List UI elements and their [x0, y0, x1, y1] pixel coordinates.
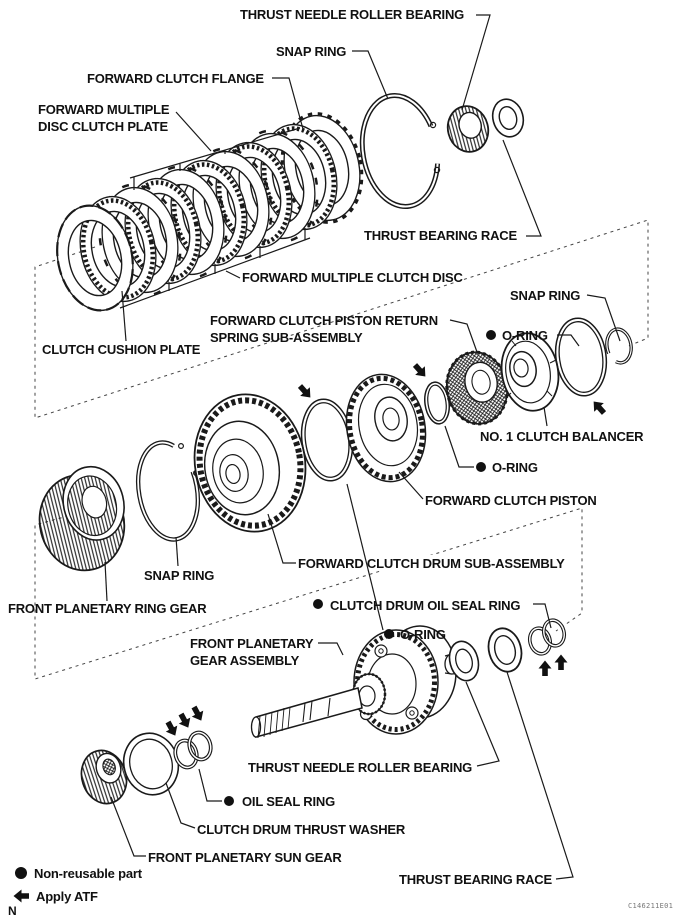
- label-forward-multiple-disc-plate-1: FORWARD MULTIPLE: [38, 102, 170, 117]
- o-ring-top-drawing: [551, 315, 611, 399]
- legend-non-reusable-label: Non-reusable part: [34, 866, 142, 881]
- label-thrust-bearing-race-bottom: THRUST BEARING RACE: [399, 872, 552, 887]
- label-forward-clutch-piston: FORWARD CLUTCH PISTON: [425, 493, 597, 508]
- apply-atf-arrow-icon: [410, 361, 430, 381]
- label-oil-seal-ring: OIL SEAL RING: [242, 794, 335, 809]
- apply-atf-arrow-icon: [295, 382, 315, 402]
- label-snap-ring-top: SNAP RING: [276, 44, 347, 59]
- label-front-planetary-sun-gear: FRONT PLANETARY SUN GEAR: [148, 850, 342, 865]
- label-snap-ring-upper-right: SNAP RING: [510, 288, 581, 303]
- label-forward-multiple-clutch-disc: FORWARD MULTIPLE CLUTCH DISC: [242, 270, 463, 285]
- non-reusable-dot-icon: [224, 796, 234, 806]
- apply-atf-arrow-icon: [188, 704, 207, 724]
- label-piston-return-2: SPRING SUB-ASSEMBLY: [210, 330, 363, 345]
- label-no1-clutch-balancer: NO. 1 CLUTCH BALANCER: [480, 429, 644, 444]
- label-forward-clutch-drum: FORWARD CLUTCH DRUM SUB-ASSEMBLY: [298, 556, 565, 571]
- snap-ring-top-drawing: [354, 89, 446, 212]
- clutch-drum-oil-seal-rings-drawing: [527, 618, 567, 656]
- forward-clutch-piston-drawing: [338, 368, 434, 488]
- label-clutch-drum-thrust-washer: CLUTCH DRUM THRUST WASHER: [197, 822, 406, 837]
- label-thrust-bearing-race-top: THRUST BEARING RACE: [364, 228, 517, 243]
- oil-seal-rings-drawing: [172, 730, 213, 770]
- label-forward-clutch-flange: FORWARD CLUTCH FLANGE: [87, 71, 264, 86]
- thrust-needle-roller-bearing-top-drawing: [443, 102, 494, 157]
- label-front-planetary-gear-1: FRONT PLANETARY: [190, 636, 314, 651]
- label-thrust-needle-roller-bearing-bottom: THRUST NEEDLE ROLLER BEARING: [248, 760, 473, 775]
- legend: [8, 866, 673, 918]
- non-reusable-dot-icon: [476, 462, 486, 472]
- label-snap-ring-left: SNAP RING: [144, 568, 215, 583]
- label-piston-return-1: FORWARD CLUTCH PISTON RETURN: [210, 313, 438, 328]
- apply-atf-arrow-icon: [539, 661, 552, 677]
- non-reusable-dot-icon: [384, 629, 394, 639]
- non-reusable-dot-icon: [15, 867, 27, 879]
- label-thrust-needle-roller-bearing-top: THRUST NEEDLE ROLLER BEARING: [240, 7, 465, 22]
- label-clutch-drum-oil-seal-ring: CLUTCH DRUM OIL SEAL RING: [330, 598, 521, 613]
- apply-atf-legend-arrow-icon: [14, 890, 30, 903]
- label-front-planetary-ring-gear: FRONT PLANETARY RING GEAR: [8, 601, 207, 616]
- apply-atf-arrow-icon: [555, 655, 568, 671]
- legend-apply-atf-label: Apply ATF: [36, 889, 98, 904]
- apply-atf-arrow-icon: [589, 397, 609, 417]
- clutch-drum-thrust-washer-drawing: [117, 727, 185, 801]
- apply-atf-arrow-icon: [175, 711, 194, 731]
- clutch-pack-stack-drawing: [48, 106, 372, 317]
- label-o-ring-top: O-RING: [502, 328, 548, 343]
- corner-mark: N: [8, 904, 17, 918]
- front-planetary-ring-gear-drawing: [28, 460, 138, 579]
- non-reusable-dot-icon: [313, 599, 323, 609]
- thrust-bearing-race-bottom-drawing: [484, 625, 526, 676]
- label-o-ring-lower: O-RING: [400, 627, 446, 642]
- label-front-planetary-gear-2: GEAR ASSEMBLY: [190, 653, 300, 668]
- forward-clutch-drum-drawing: [184, 385, 316, 540]
- input-shaft-drawing: [252, 688, 363, 738]
- label-forward-multiple-disc-plate-2: DISC CLUTCH PLATE: [38, 119, 168, 134]
- apply-atf-arrow-icon: [162, 719, 181, 739]
- label-o-ring-middle: O-RING: [492, 460, 538, 475]
- non-reusable-dot-icon: [486, 330, 496, 340]
- thrust-bearing-race-top-drawing: [489, 96, 528, 140]
- label-clutch-cushion-plate: CLUTCH CUSHION PLATE: [42, 342, 201, 357]
- figure-code: C146211E01: [628, 902, 674, 910]
